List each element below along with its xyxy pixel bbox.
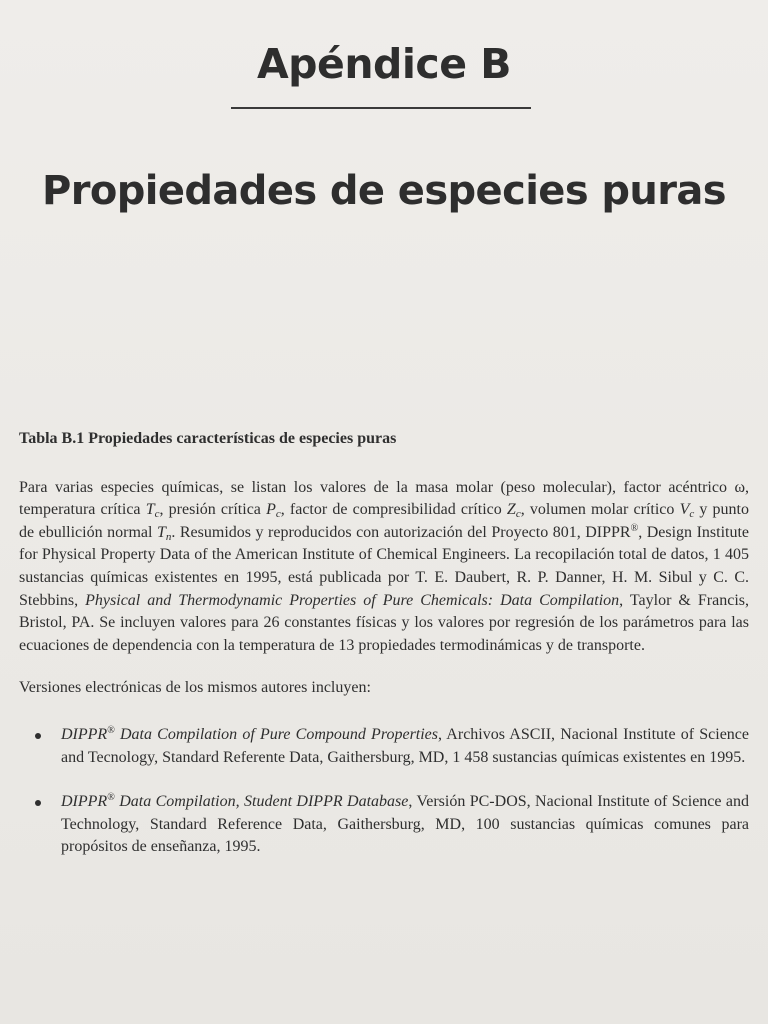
list-item [19, 724, 749, 769]
registered-mark: ® [630, 522, 639, 534]
product-title: Data Compilation, Student DIPPR Database [114, 793, 409, 811]
product-name: DIPPR [61, 725, 108, 743]
bullet-icon [35, 733, 41, 739]
intro-text: Para varias especies químicas, se listan los valores de la masa molar (peso molecular), factor acéntrico ω, temperatura crítica [19, 478, 749, 519]
registered-mark: ® [107, 792, 115, 804]
registered-mark: ® [107, 724, 115, 736]
tc-subscript: c [154, 508, 160, 521]
tn-subscript: n [165, 530, 172, 543]
pc-symbol: P [266, 501, 276, 519]
intro-text: , Taylor & Francis, Bristol, PA. Se incluyen valores para 26 constantes físicas y los valores por regresión de los parámetros para las ecuaciones de dependencia con la temperatura de 13 propiedades termodinámicas y de transporte. [19, 591, 749, 654]
intro-text: . Resumidos y reproducidos con autorización del Proyecto 801, DIPPR [171, 523, 631, 541]
tc-symbol: T [145, 501, 155, 519]
product-description: , Archivos ASCII, Nacional Institute of Science and Tecnology, Standard Referente Data, Gaithersburg, MD, 1 458 sustancias químicas existentes en 1995. [61, 725, 750, 766]
intro-paragraph [19, 477, 749, 658]
book-title: Physical and Thermodynamic Properties of Pure Chemicals: Data Compilation [85, 591, 620, 609]
intro-text: , volumen molar crítico [520, 501, 680, 519]
intro-text: , Design Institute for Physical Property Data of the American Institute of Chemical Engineers. La recopilación total de datos, 1 405 sustancias químicas existentes en 1995, está publicada por T. E. Daubert, R. P. Danner, H. M. Sibul y C. C. Stebbins, [19, 523, 749, 609]
vc-subscript: c [689, 508, 695, 521]
tn-symbol: T [156, 523, 166, 541]
document-body [19, 428, 749, 881]
list-item [19, 791, 749, 859]
intro-text: , factor de compresibilidad crítico [280, 501, 507, 519]
product-name: DIPPR [61, 793, 108, 811]
zc-subscript: c [515, 508, 521, 521]
table-caption: Tabla B.1 Propiedades características de especies puras [19, 430, 397, 447]
intro-text: y punto de ebullición normal [19, 501, 750, 541]
chapter-title: Propiedades de especies puras [41, 168, 727, 214]
title-divider [231, 107, 531, 109]
vc-symbol: V [679, 501, 690, 519]
versions-intro: Versiones electrónicas de los mismos autores incluyen: [19, 679, 371, 697]
pc-subscript: c [275, 508, 281, 521]
intro-text: , presión crítica [159, 501, 267, 519]
product-title: Data Compilation of Pure Compound Properties [114, 725, 439, 743]
appendix-title: Apéndice B [256, 40, 512, 88]
versions-list [19, 724, 749, 859]
product-description: , Versión PC-DOS, Nacional Institute of Science and Technology, Standard Reference Data, Gaithersburg, MD, 100 sustancias químicas comunes para propósitos de enseñanza, 1995. [61, 793, 749, 856]
bullet-icon [35, 800, 41, 806]
zc-symbol: Z [506, 501, 516, 519]
